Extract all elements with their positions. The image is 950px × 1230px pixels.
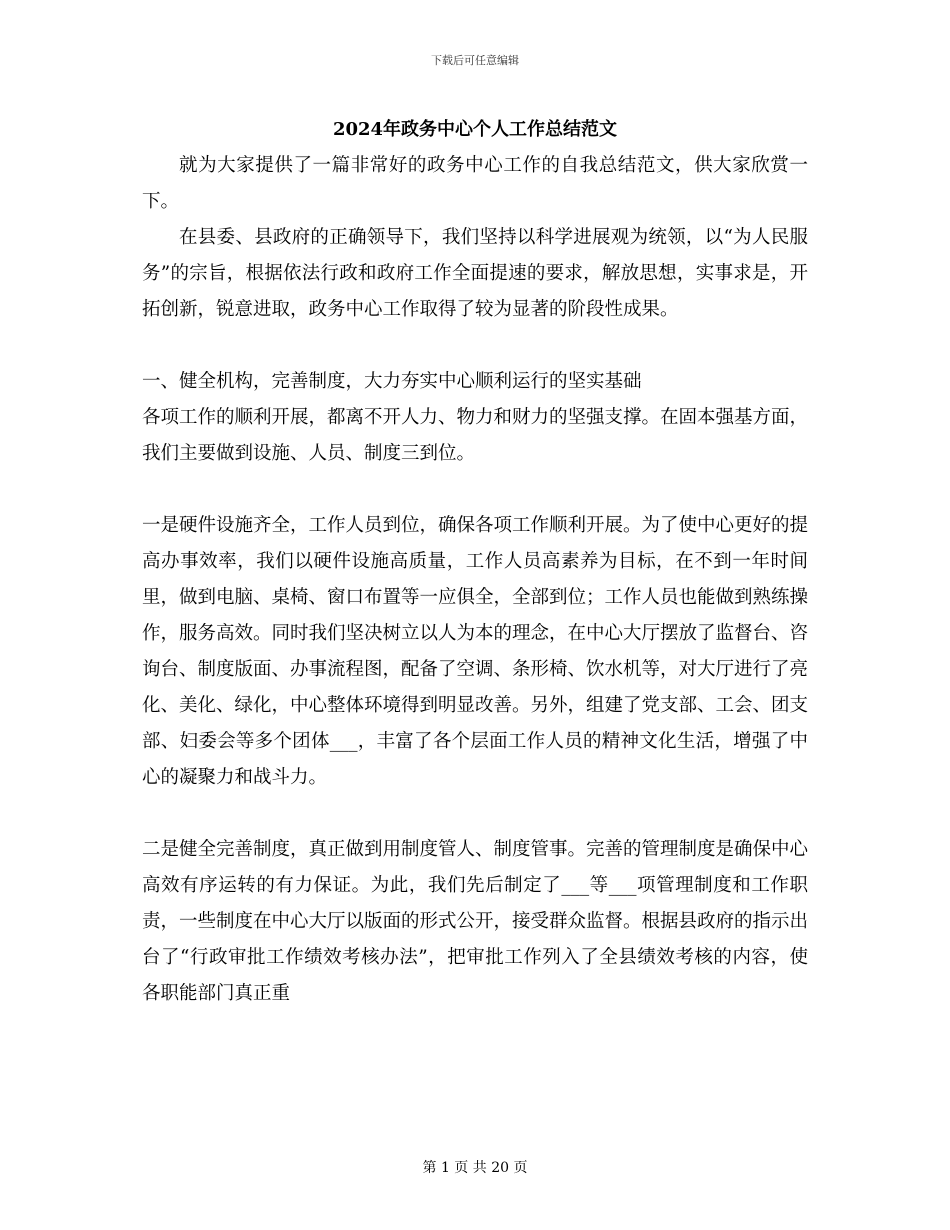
paragraph-leadership: 在县委、县政府的正确领导下，我们坚持以科学进展观为统领，以“为人民服务”的宗旨，根据依法行政和政府工作全面提速的要求，解放思想，实事求是，开拓创新，锐意进取，政务中心工作取得了较为显著的阶段性成果。 [142,227,808,320]
section-heading-1: 一、健全机构，完善制度，大力夯实中心顺利运行的坚实基础 [142,371,642,392]
paragraph-foundation: 各项工作的顺利开展，都离不开人力、物力和财力的坚强支撑。在固本强基方面，我们主要做到设施、人员、制度三到位。 [142,407,809,464]
paragraph-facilities: 一是硬件设施齐全，工作人员到位，确保各项工作顺利开展。为了使中心更好的提高办事效率，我们以硬件设施高质量，工作人员高素养为目标，在不到一年时间里，做到电脑、桌椅、窗口布置等一应俱全，全部到位；工作人员也能做到熟练操作，服务高效。同时我们坚决树立以人为本的理念，在中心大厅摆放了监督台、咨询台、制度版面、办事流程图，配备了空调、条形椅、饮水机等，对大厅进行了亮化、美化、绿化，中心整体环境得到明显改善。另外，组建了党支部、工会、团支部、妇委会等多个团体___，丰富了各个层面工作人员的精神文化生活，增强了中心的凝聚力和战斗力。 [142,515,809,788]
document-title: 2024年政务中心个人工作总结范文 [332,119,618,140]
page-header-note: 下载后可任意编辑 [431,54,519,67]
paragraph-intro: 就为大家提供了一篇非常好的政务中心工作的自我总结范文，供大家欣赏一下。 [142,155,808,212]
paragraph-systems: 二是健全完善制度，真正做到用制度管人、制度管事。完善的管理制度是确保中心高效有序运转的有力保证。为此，我们先后制定了___等___项管理制度和工作职责，一些制度在中心大厅以版面的形式公开，接受群众监督。根据县政府的指示出台了“行政审批工作绩效考核办法”，把审批工作列入了全县绩效考核的内容，使各职能部门真正重 [142,839,809,1004]
document-body [142,148,808,1012]
page-number-footer: 第 1 页 共 20 页 [422,1160,528,1176]
